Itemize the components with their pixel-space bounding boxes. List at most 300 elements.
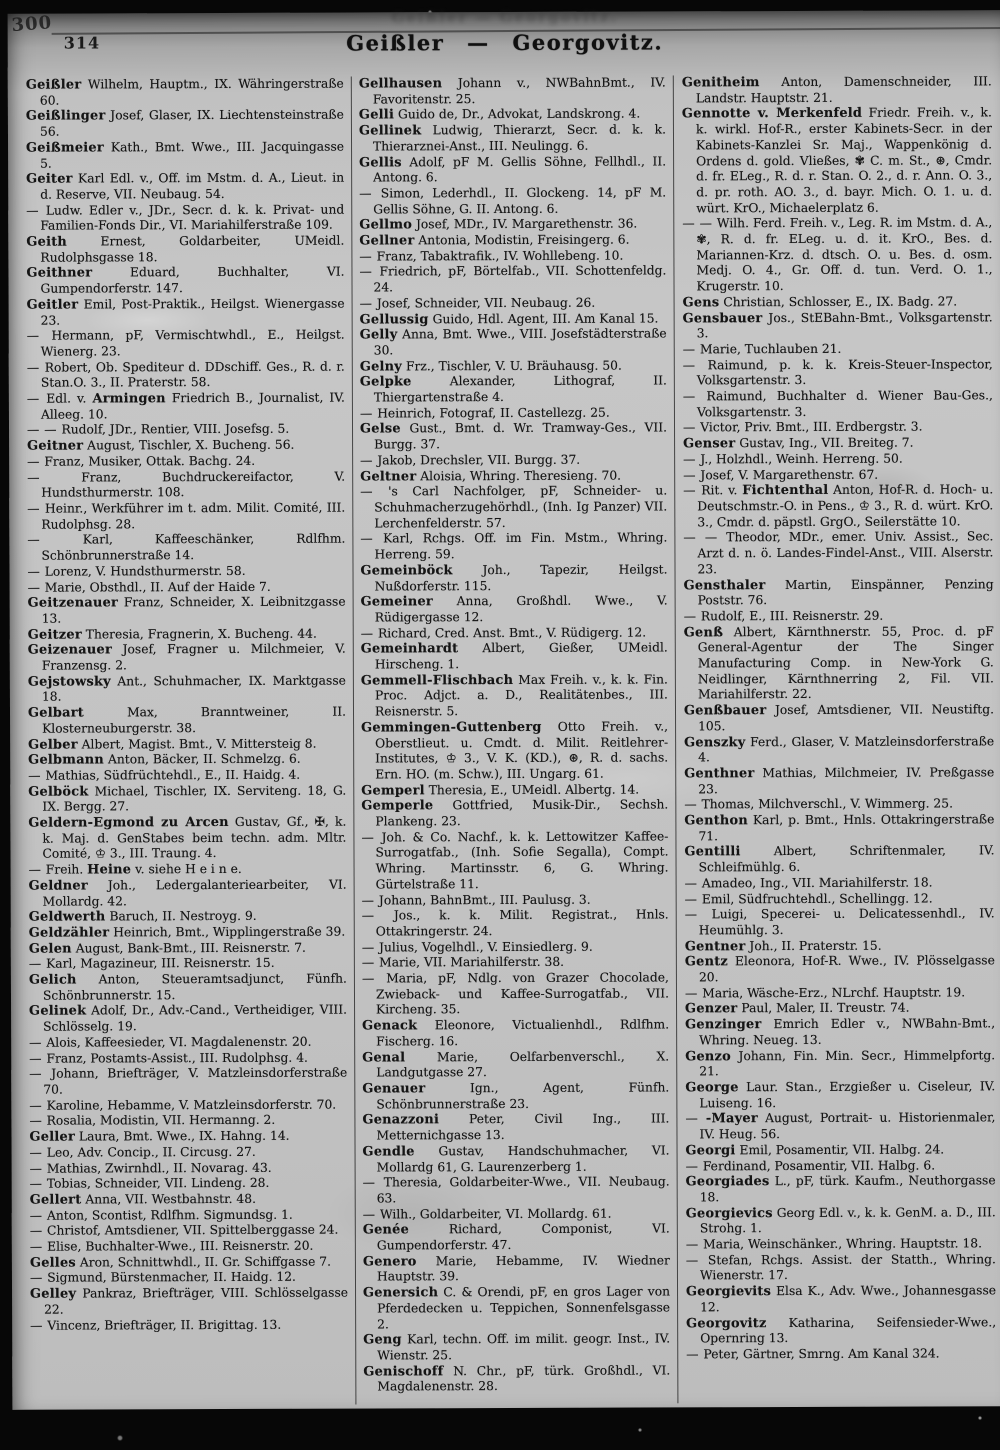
- entry-dash: —: [361, 893, 379, 908]
- entry-rest: Josef, Amtsdiener, VII. Neustiftg. 105.: [698, 702, 995, 734]
- entry-rest: Ferdinand, Posamentir, VII. Halbg. 6.: [702, 1158, 936, 1173]
- directory-entry: [29, 1129, 347, 1146]
- directory-entry: [363, 1222, 670, 1254]
- entry-dash: —: [685, 1237, 704, 1252]
- entry-name: Geithner: [26, 265, 93, 282]
- entry-rest: Simon, Lederhdl., II. Glockeng. 14, pF M. Gellis Söhne, G. II. Antong. 6.: [373, 185, 667, 217]
- directory-entry: [28, 626, 346, 643]
- entry-rest: Albert, Magist. Bmt., V. Mittersteig 8.: [77, 736, 317, 752]
- entry-name: Genthner: [684, 766, 755, 782]
- entry-name: Gelber: [28, 737, 78, 753]
- entry-rest: Emil, Posamentir, VII. Halbg. 24.: [735, 1142, 945, 1158]
- entry-name: Geizenauer: [27, 642, 113, 658]
- directory-entry: [28, 767, 346, 784]
- directory-entry: [363, 1332, 670, 1364]
- directory-entry: [361, 594, 668, 626]
- directory-entry: [362, 971, 669, 1019]
- entry-rest: Richard, Cred. Anst. Bmt., V. Rüdigerg. 12.: [377, 625, 647, 641]
- directory-entry: [26, 77, 344, 110]
- directory-entry: [685, 891, 995, 908]
- directory-entry: [29, 1113, 347, 1130]
- entry-rest: Mathias, Südfrüchtehdl., E., II. Haidg. 4.: [45, 767, 301, 783]
- entry-rest: Paul, Maler, II. Treustr. 74.: [737, 1001, 910, 1016]
- directory-entry: [685, 985, 995, 1002]
- entry-rest: Thomas, Milchverschl., V. Wimmerg. 25.: [701, 796, 953, 812]
- entry-name: Geldwerth: [28, 909, 106, 925]
- entry-rest: Gustav, Handschuhmacher, VI. Mollardg 61, G. Laurenzerberg 1.: [376, 1143, 670, 1174]
- directory-entry: [30, 1223, 348, 1240]
- entry-name: Gemeiner: [360, 594, 433, 610]
- directory-entry: [27, 469, 345, 502]
- entry-dash: —: [28, 768, 46, 783]
- entry-rest: Marie, Hebamme, IV. Wiedner Hauptstr. 39.: [376, 1253, 670, 1284]
- entry-rest: Karl, Kaffeeschänker, Rdlfhm. Schönbrunnerstraße 14.: [41, 531, 346, 563]
- entry-dash: —: [682, 357, 708, 373]
- directory-entry: [362, 1080, 669, 1112]
- entry-name: Geitzer: [27, 627, 82, 643]
- entry-dash: —: [359, 264, 380, 279]
- entry-name: Gelli: [358, 107, 395, 123]
- directory-entry: [686, 1174, 996, 1206]
- entry-dash: —: [27, 580, 45, 595]
- entry-name: Gellhausen: [358, 76, 443, 92]
- entry-name: Gellner: [359, 233, 415, 249]
- entry-name: Gelly: [359, 327, 398, 343]
- directory-entry: [361, 641, 668, 673]
- entry-name: Genazzoni: [362, 1112, 440, 1128]
- entry-dash: —: [682, 342, 700, 357]
- directory-entry: [684, 624, 994, 704]
- entry-rest: Vincenz, Briefträger, II. Brigittag. 13.: [47, 1317, 282, 1333]
- entry-rest: Georg Edl. v., k. k. GenM. a. D., III. Strohg. 1.: [699, 1204, 996, 1236]
- entry-name: Geitner: [27, 438, 84, 454]
- entry-dash: —: [29, 1208, 48, 1223]
- entry-rest: Maria, Wäsche-Erz., NLrchf. Hauptstr. 19.: [702, 985, 966, 1001]
- entry-rest: Maria, Weinschänker., Whring. Hauptstr. 18.: [703, 1236, 983, 1252]
- entry-name: Georgievics: [685, 1205, 773, 1222]
- entry-rest: Rudolf, JDr., Rentier, VIII. Josefsg. 5.: [61, 422, 290, 438]
- entry-name: Genack: [362, 1018, 418, 1034]
- directory-entry: [359, 123, 666, 155]
- entry-rest: N. Chr., pF, türk. Großhdl., VI. Magdalenenstr. 28.: [377, 1363, 671, 1394]
- directory-entry: [29, 925, 347, 942]
- entry-name: Gejstowsky: [27, 674, 111, 690]
- entry-name: Genß: [683, 624, 724, 640]
- entry-rest: Laur. Stan., Erzgießer u. Ciseleur, IV. Luiseng. 16.: [699, 1079, 996, 1111]
- directory-entry: [363, 1143, 670, 1175]
- entry-dash: —: [683, 452, 701, 467]
- entry-name: Genßbauer: [683, 703, 767, 719]
- directory-entry: [29, 1097, 347, 1114]
- directory-entry: [362, 955, 669, 972]
- directory-entry: [685, 1111, 995, 1143]
- entry-dash: —: [360, 453, 378, 468]
- entry-rest: Albert, Gießer, UMeidl. Hirscheng. 1.: [374, 640, 668, 672]
- directory-entry: [28, 595, 346, 628]
- entry-rest: Heinr., Werkführer im t. adm. Milit. Comité, III. Rudolphsg. 28.: [41, 500, 346, 532]
- entry-dash: —: [29, 1176, 47, 1191]
- entry-rest: Anna, Bmt. Wwe., VIII. Josefstädterstraße 30.: [373, 326, 667, 358]
- directory-entry: [684, 765, 994, 797]
- directory-entry: [363, 1285, 670, 1333]
- entry-dash: —: [27, 470, 82, 485]
- entry-dash: —: [359, 249, 377, 264]
- directory-entry: [685, 938, 995, 955]
- entry-dash: —: [29, 1239, 48, 1254]
- entry-rest: Raimund, p. k. k. Kreis-Steuer-Inspector, Volksgartenstr. 3.: [696, 356, 993, 388]
- entry-name: Geldern-Egmond zu Arcen: [28, 815, 229, 831]
- page-header: [8, 7, 1000, 67]
- directory-entry: [361, 782, 668, 799]
- directory-entry: [684, 577, 994, 609]
- entry-rest: Anton, Scontist, Rdlfhm. Sigmundsg. 1.: [46, 1207, 293, 1223]
- entry-rest: Martin, Einspänner, Penzing Poststr. 76.: [697, 576, 994, 608]
- directory-entry: [685, 875, 995, 892]
- directory-entry: [363, 1253, 670, 1285]
- entry-rest: Max Freih. v., k. k. Fin. Proc. Adjct. a. D., Realitätenbes., III. Reisnerstr. 5.: [374, 672, 668, 719]
- entry-rest: Pankraz, Briefträger, VIII. Schlösselgasse 22.: [44, 1285, 349, 1317]
- directory-entry: [28, 783, 346, 816]
- directory-entry: [359, 185, 666, 217]
- directory-entry: [684, 608, 994, 625]
- entry-rest: Eduard, Buchhalter, VI. Gumpendorferstr. 147.: [40, 265, 345, 296]
- directory-entry: [682, 216, 992, 296]
- entry-rest: Eleonore, Victualienhdl., Rdlfhm. Fischerg. 16.: [376, 1017, 670, 1049]
- directory-entry: [683, 530, 993, 578]
- directory-entry: [360, 295, 667, 312]
- directory-entry: [26, 139, 344, 172]
- directory-entry: [30, 1239, 348, 1256]
- directory-entry: [27, 438, 345, 455]
- bleed-through-text: Geißler — Georgovitz.: [391, 7, 618, 27]
- entry-rest: Alois, Kaffeesieder, VI. Magdalenenstr. 20.: [46, 1034, 312, 1050]
- entry-dash: —: [362, 1175, 384, 1190]
- directory-entry: [362, 1112, 669, 1144]
- entry-dash: —: [360, 626, 378, 641]
- entry-rest: Anton, Steueramtsadjunct, Fünfh. Schönbrunnerstr. 15.: [42, 971, 347, 1003]
- directory-entry: [360, 562, 667, 594]
- directory-entry: [683, 341, 993, 358]
- entry-name: -Mayer: [705, 1111, 758, 1127]
- directory-entry: [27, 328, 345, 361]
- directory-entry: [685, 1016, 995, 1048]
- entry-dash: —: [29, 1098, 47, 1113]
- entry-dash: —: [28, 862, 46, 877]
- entry-name: Geltner: [360, 468, 417, 485]
- directory-entry: [27, 359, 345, 392]
- directory-entry: [26, 202, 344, 235]
- directory-entry: [684, 844, 994, 876]
- entry-name: Genée: [362, 1222, 410, 1238]
- entry-dash: —: [29, 1035, 47, 1050]
- entry-dash: —: [360, 531, 384, 546]
- entry-rest: Otto Freih. v., Oberstlieut. u. Cmdt. d. Milit. Reitlehrer-Institutes, ♔ 3., V. K. (KD.), ⊛, R. d. sachs. Ern. HO. (m. Schw.), III. Ungarg. 61.: [375, 719, 669, 782]
- entry-name: Geldzähler: [28, 925, 110, 941]
- entry-dash: —: [684, 986, 703, 1001]
- entry-rest: August, Tischler, X. Bucheng. 56.: [83, 437, 295, 453]
- entry-rest: Guido de, Dr., Advokat, Landskrong. 4.: [394, 106, 641, 122]
- entry-name: Gelböck: [28, 784, 89, 800]
- entry-name: Gelen: [28, 941, 72, 957]
- entry-name: Gennotte v. Merkenfeld: [681, 106, 863, 122]
- entry-rest: Karl, techn. Off. im milit. geogr. Inst., IV. Wienstr. 25.: [377, 1331, 671, 1363]
- entry-rest: Albert, Kärnthnerstr. 55, Proc. d. pF General-Agentur der The Singer Manufacturing Comp. in New-York G. Neidlinger, Kärnthnerring 2, Fil. VII. Mariahilferstr. 22.: [697, 623, 994, 702]
- directory-entry: [30, 1270, 348, 1287]
- directory-entry: [686, 1315, 996, 1347]
- entry-rest: Baruch, II. Nestroyg. 9.: [105, 909, 257, 924]
- entry-rest: 's Carl Nachfolger, pF, Schneider- u. Schuhmacherzugehörhdl., (Inh. Ig Panzer) VII. Lerchenfelderstr. 57.: [374, 483, 668, 531]
- entry-rest: Karl, Magazineur, III. Reisnerstr. 15.: [46, 956, 275, 971]
- entry-rest: Aron, Schnittwhdl., II. Gr. Schiffgasse 7.: [75, 1254, 332, 1270]
- directory-entry: [360, 468, 667, 485]
- directory-entry: [30, 1207, 348, 1224]
- entry-dash: — —: [683, 530, 727, 545]
- directory-entry: [362, 939, 669, 956]
- directory-entry: [361, 672, 668, 720]
- entry-rest: Franz, Buchdruckereifactor, V. Hundsthurmerstr. 108.: [41, 469, 346, 500]
- entry-rest: Marie, Oelfarbenverschl., X. Landgutgasse 27.: [376, 1049, 670, 1080]
- entry-dash: —: [27, 532, 83, 548]
- entry-dash: —: [26, 203, 46, 218]
- directory-entry: [27, 501, 345, 534]
- directory-entry: [362, 892, 669, 909]
- entry-dash: — —: [26, 423, 62, 438]
- entry-rest: Gustav, Ing., VII. Breiteg. 7.: [735, 435, 914, 451]
- directory-entry: [684, 702, 994, 734]
- entry-rest: Ferd., Glaser, V. Matzleinsdorferstraße 4.: [698, 733, 995, 765]
- entry-rest: Wilh. Ferd. Freih. v., Leg. R. im Mstm. d. A., ✾, R. d. fr. ELeg. u. d. it. KrO., Bes. d. Mariannen-Krz. d. dtsch. O. u. Bes. d. osm. Medj. O. 4., Gr. Off. d. tun. Verd. O. 1., Krugerstr. 10.: [696, 215, 993, 294]
- entry-name: Genersich: [363, 1285, 439, 1301]
- directory-entry: [685, 1079, 995, 1111]
- entry-rest: Friedrich B., Journalist, IV. Alleeg. 10.: [40, 390, 345, 422]
- entry-dash: —: [359, 406, 378, 421]
- directory-entry: [30, 1317, 348, 1334]
- entry-rest: Ernest, Goldarbeiter, UMeidl. Rudolphsgasse 18.: [40, 233, 345, 265]
- entry-dash: —: [361, 830, 382, 845]
- directory-entry: [361, 798, 668, 830]
- entry-rest: Rudolf, E., III. Reisnerstr. 29.: [700, 608, 884, 624]
- entry-rest: Adolf, Dr., Adv.-Cand., Vertheidiger, VIII. Schlösselg. 19.: [43, 1003, 348, 1034]
- entry-rest: Karl, p. Bmt., Hnls. Ottakringerstraße 71.: [698, 812, 995, 844]
- page-scan: [8, 7, 1000, 1409]
- directory-entry: [29, 972, 347, 1005]
- directory-entry: [29, 1050, 347, 1067]
- entry-name: Geldner: [28, 878, 88, 894]
- directory-entry: [359, 217, 666, 234]
- entry-rest: Gust., Bmt. d. Wr. Tramway-Ges., VII. Burgg. 37.: [374, 420, 668, 452]
- entry-rest: Gustav, Gf., ✠, k. k. Maj. d. GenStabes beim techn. adm. Mltr. Comité, ♔ 3., III. Traung. 4.: [42, 814, 347, 862]
- directory-entry: [30, 1254, 348, 1271]
- entry-name: Gellussig: [359, 311, 429, 328]
- entry-name: Gensbauer: [682, 310, 763, 326]
- entry-rest: Mathias, Zwirnhdl., II. Novarag. 43.: [46, 1160, 272, 1176]
- entry-rest: Franz, Postamts-Assist., III. Rudolphsg. 4.: [46, 1050, 308, 1066]
- entry-dash: —: [27, 564, 45, 579]
- entry-dash: —: [29, 1161, 47, 1176]
- entry-rest: Guido, Hdl. Agent, III. Am Kanal 15.: [428, 311, 659, 326]
- entry-rest: Emil, Post-Praktik., Heilgst. Wienergasse 23.: [40, 296, 345, 328]
- directory-entry: [359, 264, 666, 296]
- directory-entry: [30, 1191, 348, 1208]
- entry-rest: Franz, Schneider, X. Leibnitzgasse 13.: [41, 594, 346, 626]
- entry-rest: Michael, Tischler, IX. Serviteng. 18, G. IX. Bergg. 27.: [42, 783, 347, 814]
- directory-entry: [683, 451, 993, 468]
- directory-entry: [29, 956, 347, 973]
- directory-entry: [686, 1142, 996, 1159]
- directory-column-1: [26, 77, 357, 1406]
- entry-rest: v. siehe H e i n e.: [131, 862, 242, 877]
- entry-dash: —: [683, 609, 701, 624]
- directory-entry: [684, 797, 994, 814]
- entry-dash: —: [362, 1207, 381, 1222]
- entry-dash: —: [685, 1111, 706, 1126]
- entry-rest: Alexander, Lithograf, II. Thiergartenstraße 4.: [373, 373, 667, 405]
- directory-entry: [683, 357, 993, 389]
- entry-rest: Anton, Damenschneider, III. Landstr. Hauptstr. 21.: [695, 74, 992, 106]
- directory-entry: [30, 1286, 348, 1319]
- stamp-number: 300: [10, 12, 53, 37]
- entry-rest: Johann, Briefträger, V. Matzleinsdorferstraße 70.: [43, 1065, 348, 1097]
- entry-rest: Joh., Tapezir, Heilgst. Nußdorferstr. 115.: [374, 562, 668, 593]
- directory-entry: [29, 1066, 347, 1099]
- directory-entry: [682, 74, 992, 106]
- entry-name: Geng: [363, 1332, 402, 1348]
- entry-name: Genauer: [362, 1081, 426, 1097]
- directory-entry: [360, 405, 667, 422]
- entry-dash: —: [29, 1114, 47, 1129]
- directory-entry: [360, 374, 667, 406]
- entry-rest: Karl, Rchgs. Off. im Fin. Mstm., Whring. Herreng. 59.: [374, 530, 668, 562]
- entry-rest: Friedrich, pF, Börtelfab., VII. Schottenfeldg. 24.: [373, 263, 667, 295]
- entry-dash: —: [359, 296, 377, 311]
- directory-entry: [361, 829, 668, 893]
- entry-rest: Max, Branntweiner, II. Klosterneuburgerstr. 38.: [42, 704, 347, 736]
- entry-name: Geitzenauer: [27, 595, 119, 611]
- entry-name: Fichtenthal: [742, 483, 829, 499]
- entry-name: Gemeinhardt: [360, 641, 459, 657]
- directory-entry: [684, 812, 994, 844]
- directory-entry: [361, 719, 668, 783]
- entry-rest: Marie, Obsthdl., II. Auf der Haide 7.: [44, 579, 271, 595]
- entry-rest: Anna, Großhdl. Wwe., V. Rüdigergasse 12.: [374, 593, 668, 625]
- directory-entry: [362, 1018, 669, 1050]
- directory-column-2: [352, 75, 679, 1404]
- entry-name: Gens: [682, 295, 720, 311]
- entry-rest: Luigi, Specerei- u. Delicatessenhdl., IV. Heumühlg. 3.: [698, 906, 995, 938]
- directory-entry: [360, 358, 667, 375]
- entry-rest: Hermann, pF, Vermischtwhdl., E., Heilgst. Wienerg. 23.: [40, 327, 345, 359]
- entry-dash: —: [26, 360, 45, 375]
- entry-rest: Julius, Vogelhdl., V. Einsiedlerg. 9.: [379, 939, 593, 955]
- entry-rest: Ludw. Edler v., JDr., Secr. d. k. k. Privat- und Familien-Fonds Dir., VI. Mariahilferstraße 109.: [40, 202, 345, 233]
- entry-rest: Theodor, MDr., emer. Univ. Assist., Sec. Arzt d. n. ö. Landes-Findel-Anst., VIII. Alserstr. 23.: [697, 529, 994, 577]
- entry-dash: —: [359, 186, 381, 201]
- entry-rest: Adolf, pF M. Gellis Söhne, Fellhdl., II. Antong. 6.: [373, 153, 667, 185]
- entry-rest: Josef, MDr., IV. Margarethenstr. 36.: [412, 216, 638, 232]
- directory-entry: [28, 752, 346, 769]
- entry-name: Georgiades: [685, 1174, 770, 1190]
- entry-rest: Theresia, Fragnerin, X. Bucheng. 44.: [81, 626, 317, 642]
- entry-name: Gemperle: [361, 798, 434, 814]
- entry-name: Gelbmann: [28, 752, 105, 768]
- entry-rest: Kath., Bmt. Wwe., III. Jacquingasse 5.: [40, 139, 345, 171]
- directory-entry: [686, 1283, 996, 1315]
- directory-entry: [683, 467, 993, 484]
- directory-columns: [26, 74, 997, 1405]
- entry-name: Genero: [362, 1254, 417, 1270]
- entry-dash: —: [28, 956, 47, 972]
- directory-entry: [683, 420, 993, 437]
- entry-name: Gellert: [29, 1192, 82, 1208]
- entry-name: Gendle: [362, 1144, 415, 1160]
- entry-dash: —: [684, 907, 712, 922]
- directory-entry: [363, 1206, 670, 1223]
- entry-dash: —: [361, 971, 387, 986]
- directory-entry: [360, 531, 667, 563]
- entry-rest: Ign., Agent, Fünfh. Schönbrunnerstraße 23.: [376, 1080, 670, 1112]
- directory-entry: [26, 234, 344, 267]
- entry-rest: August, Bank-Bmt., III. Reisnerstr. 7.: [71, 940, 306, 956]
- entry-name: Gemperl: [361, 782, 425, 799]
- entry-rest: Anna, VII. Westbahnstr. 48.: [81, 1191, 256, 1207]
- entry-name: Heine: [87, 862, 132, 878]
- entry-rest: Maria, pF, Ndlg. von Grazer Chocolade, Zwieback- und Kaffee-Surrogatfab., VII. Kircheng. 35.: [375, 970, 670, 1017]
- entry-rest: Joh., Ledergalanteriearbeiter, VI. Mollardg. 42.: [42, 877, 347, 909]
- entry-dash: —: [26, 328, 52, 343]
- entry-dash: —: [29, 1145, 47, 1160]
- entry-rest: Peter, Civil Ing., III. Metternichgasse 13.: [376, 1111, 670, 1143]
- entry-rest: Richard, Componist, VI. Gumpendorferstr. 47.: [376, 1221, 670, 1253]
- entry-dash: —: [683, 467, 701, 482]
- entry-name: Gemmell-Flischbach: [360, 672, 514, 689]
- entry-name: Geißler: [25, 77, 82, 93]
- entry-name: Gellmo: [359, 217, 413, 233]
- entry-rest: Jos., k. k. Milit. Registrat., Hnls. Ottakringerstr. 24.: [375, 907, 669, 939]
- entry-rest: Jakob, Drechsler, VII. Burgg. 37.: [377, 452, 581, 468]
- directory-entry: [363, 1363, 670, 1395]
- entry-rest: Aloisia, Whring. Theresieng. 70.: [416, 468, 622, 483]
- entry-name: Gentner: [684, 938, 746, 955]
- entry-rest: L., pF, türk. Kaufm., Neuthorgasse 18.: [699, 1173, 996, 1205]
- directory-entry: [29, 909, 347, 926]
- entry-rest: Heinrich, Bmt., Wipplingerstraße 39.: [109, 924, 346, 940]
- entry-rest: Frz., Tischler, V. U. Bräuhausg. 50.: [402, 358, 622, 374]
- entry-rest: Karoline, Hebamme, V. Matzleinsdorferstr. 70.: [46, 1097, 337, 1113]
- entry-name: Gemmingen-Guttenberg: [361, 719, 542, 736]
- directory-entry: [27, 422, 345, 439]
- entry-name: Gentilli: [684, 844, 741, 860]
- directory-entry: [359, 232, 666, 249]
- entry-dash: —: [682, 389, 707, 404]
- entry-name: Gelbart: [27, 705, 85, 721]
- entry-dash: —: [29, 1271, 48, 1286]
- directory-entry: [683, 310, 993, 342]
- directory-entry: [26, 171, 344, 204]
- directory-entry: [360, 484, 667, 532]
- directory-entry: [27, 532, 345, 565]
- entry-dash: —: [685, 1253, 708, 1268]
- entry-dash: —: [683, 483, 702, 498]
- entry-rest: Gottfried, Musik-Dir., Sechsh. Plankeng. 23.: [375, 797, 669, 829]
- entry-name: Genzer: [685, 1001, 738, 1017]
- directory-entry: [686, 1236, 996, 1253]
- directory-entry: [683, 435, 993, 452]
- entry-name: Georgi: [685, 1143, 736, 1159]
- entry-rest: Albert, Schriftenmaler, IV. Schleifmühlg. 6.: [698, 843, 995, 875]
- directory-entry: [682, 106, 992, 217]
- directory-entry: [360, 421, 667, 453]
- entry-rest: Josef, Fragner u. Milchmeier, V. Franzensg. 2.: [41, 641, 346, 673]
